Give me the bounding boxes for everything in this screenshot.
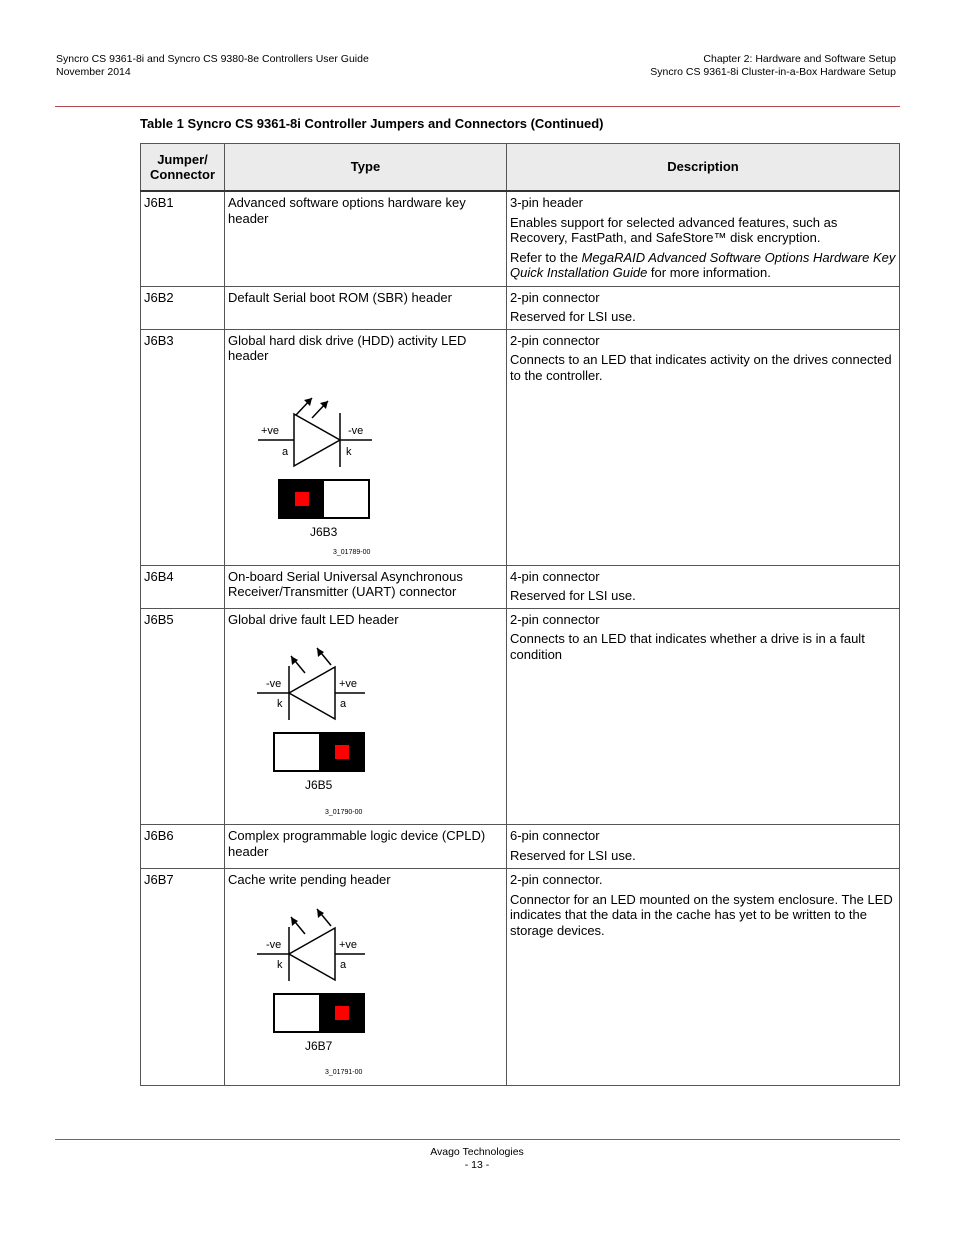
figure-code: 3_01791-00 [325,1069,363,1076]
jumper-description: 4-pin connector Reserved for LSI use. [507,565,900,608]
led-diagram-j6b3 [258,380,418,540]
running-header-right [650,53,896,78]
diode-triangle [289,928,335,980]
jumper-description: 2-pin connector Connects to an LED that indicates whether a drive is in a fault condition [507,608,900,825]
jumper-type: Cache write pending header -ve +ve k a J6B7 3_01791-00 [225,869,507,1086]
polarity-right: -ve [348,424,364,437]
polarity-left: +ve [261,424,280,437]
pin-left: k [277,958,283,971]
column-header-jumper: Jumper/ Connector [141,144,225,192]
pin-marker [335,1006,349,1020]
jumper-type: Advanced software options hardware key header [225,191,507,286]
pin-left: k [277,698,283,710]
section-title: Syncro CS 9361-8i Cluster-in-a-Box Hardware Setup [650,65,896,78]
jumper-id: J6B7 [141,869,225,1086]
column-header-description: Description [507,144,900,192]
table-row [141,329,900,565]
jumper-id: J6B3 [141,329,225,565]
jumper-type: On-board Serial Universal Asynchronous Receiver/Transmitter (UART) connector [225,565,507,608]
page-footer [0,1146,954,1171]
table-header-row [141,144,900,192]
footer-rule [55,1139,900,1140]
figure-code: 3_01789-00 [333,549,371,556]
jumper-description: 6-pin connector Reserved for LSI use. [507,825,900,869]
polarity-right: +ve [339,678,358,690]
jumper-id: J6B1 [141,191,225,286]
led-diagram-j6b5 [253,639,413,799]
polarity-left: -ve [266,938,282,951]
diode-triangle [294,414,340,466]
table-row [141,191,900,286]
jumper-description: 3-pin header Enables support for selected advanced features, such as Recovery, FastPath, and SafeStore™ disk encryption. Refer to the MegaRAID Advanced Software Options Hardware Key Quick Installation Guide for more information. [507,191,900,286]
document-date: November 2014 [56,65,131,78]
page-number: - 13 - [464,1158,490,1171]
connector-label: J6B7 [305,1038,333,1053]
jumper-id: J6B6 [141,825,225,869]
jumper-type: Global drive fault LED header -ve +ve k a J6B5 3_01790-00 [225,608,507,825]
jumper-type: Global hard disk drive (HDD) activity LED header +ve -ve a k J6B3 3_01789-00 [225,329,507,565]
jumper-description: 2-pin connector Reserved for LSI use. [507,286,900,329]
figure-code: 3_01790-00 [325,808,363,816]
chapter-title: Chapter 2: Hardware and Software Setup [703,53,896,65]
running-header-left [56,53,369,78]
led-diagram-j6b7 [253,900,413,1060]
connector-label: J6B3 [310,524,338,539]
pin-1-marker [295,492,309,506]
jumper-type: Default Serial boot ROM (SBR) header [225,286,507,329]
polarity-left: -ve [266,678,282,690]
jumper-description: 2-pin connector. Connector for an LED mounted on the system enclosure. The LED indicates that the data in the cache has yet to be written to the storage devices. [507,869,900,1086]
header-rule [55,106,900,107]
diode-triangle [289,667,335,719]
jumper-description: 2-pin connector Connects to an LED that indicates activity on the drives connected to the controller. [507,329,900,565]
footer-company: Avago Technologies [430,1146,524,1158]
jumper-id: J6B5 [141,608,225,825]
table-caption: Table 1 Syncro CS 9361-8i Controller Jumpers and Connectors (Continued) [140,116,604,131]
table-row [141,608,900,825]
jumper-type: Complex programmable logic device (CPLD) header [225,825,507,869]
pin-left: a [282,445,289,458]
pin-right: a [340,958,347,971]
table-row [141,286,900,329]
pin-marker [335,745,349,759]
connector-label: J6B5 [305,778,333,792]
polarity-right: +ve [339,938,358,951]
jumper-id: J6B4 [141,565,225,608]
table-row [141,869,900,1086]
jumper-id: J6B2 [141,286,225,329]
pin-right: a [340,698,347,710]
jumpers-connectors-table [140,143,900,1086]
column-header-type: Type [225,144,507,192]
document-title: Syncro CS 9361-8i and Syncro CS 9380-8e Controllers User Guide [56,53,369,65]
table-row [141,565,900,608]
table-row [141,825,900,869]
pin-right: k [346,445,352,458]
referenced-guide-title: MegaRAID Advanced Software Options Hardware Key Quick Installation Guide [510,249,896,280]
